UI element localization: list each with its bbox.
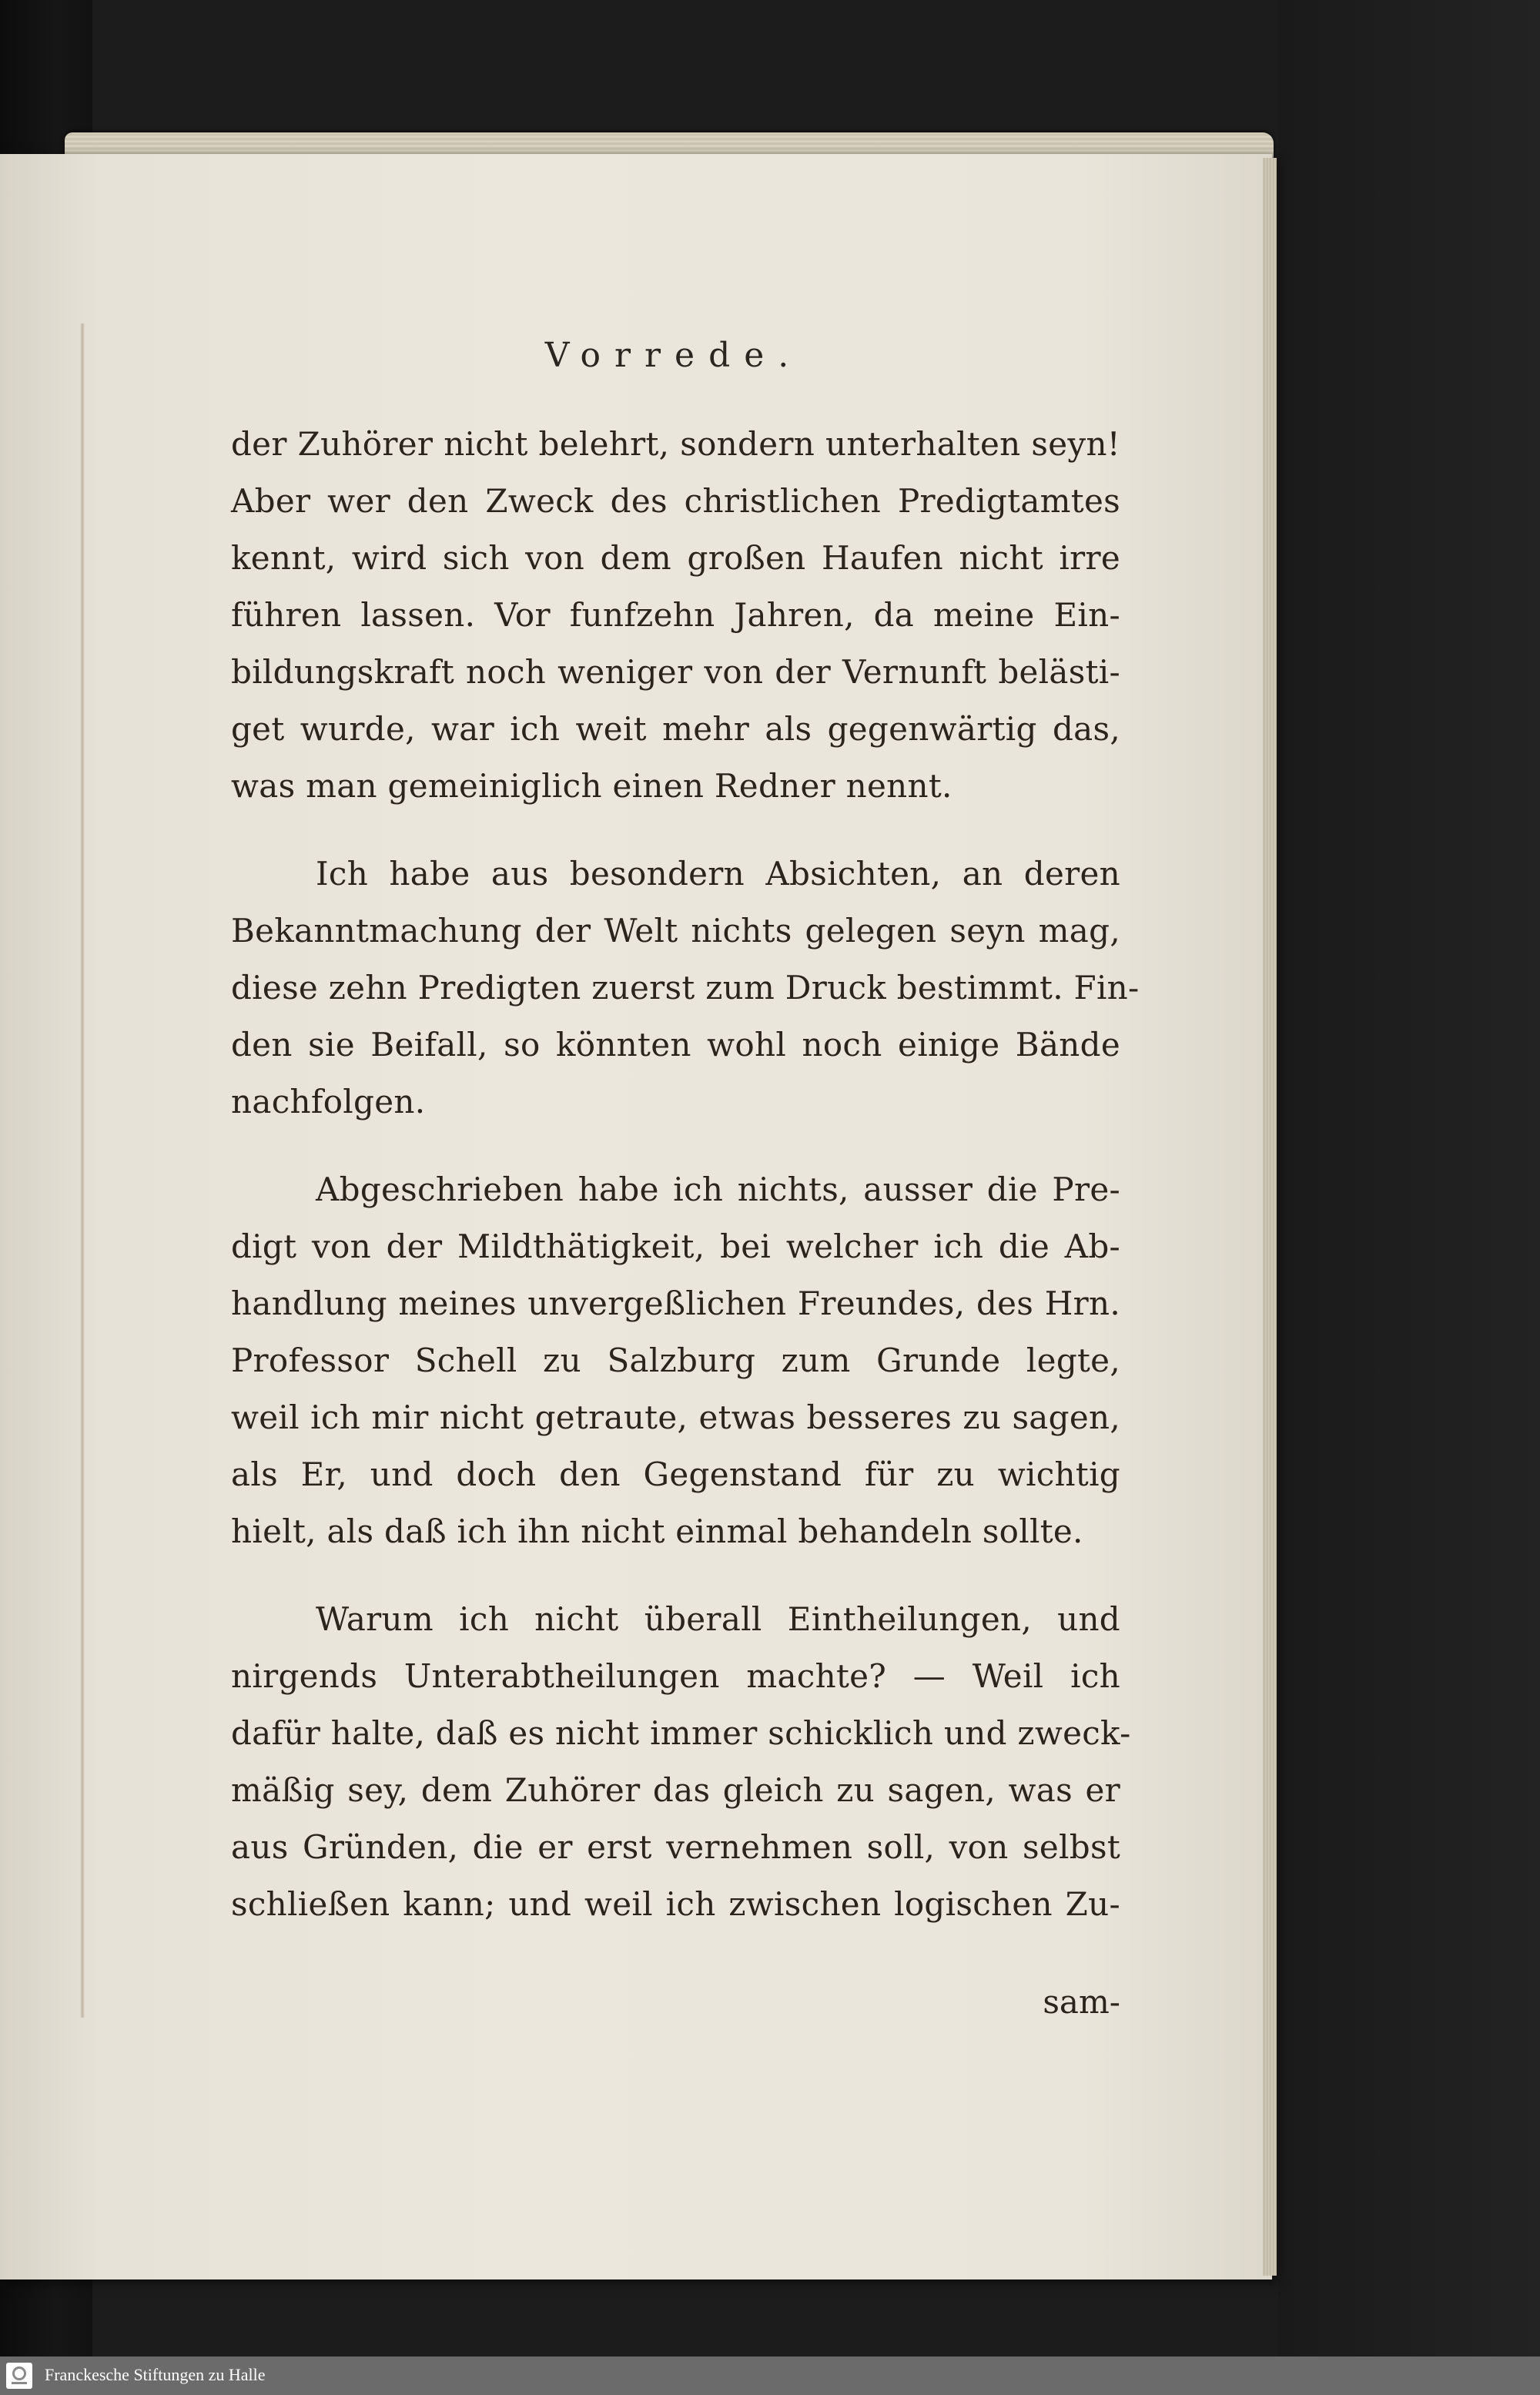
- text-line: dafür halte, daß es nicht immer schicklich und zweck-: [231, 1714, 1131, 1752]
- text-line: hielt, als daß ich ihn nicht einmal behandeln sollte.: [231, 1512, 1083, 1550]
- catchword: sam-: [1043, 1983, 1120, 2021]
- text-line: get wurde, war ich weit mehr als gegenwärtig das,: [231, 710, 1120, 748]
- text-line: was man gemeiniglich einen Redner nennt.: [231, 767, 952, 805]
- text-line: Bekanntmachung der Welt nichts gelegen seyn mag,: [231, 912, 1120, 950]
- scan-backdrop-right: [1278, 0, 1540, 2356]
- body-text: [231, 416, 1140, 1964]
- text-line: als Er, und doch den Gegenstand für zu wichtig: [231, 1455, 1120, 1493]
- text-line: schließen kann; und weil ich zwischen logischen Zu-: [231, 1885, 1120, 1923]
- running-head: Vorrede.: [544, 336, 803, 375]
- text-line: aus Gründen, die er erst vernehmen soll, von selbst: [231, 1828, 1120, 1866]
- page-edge: [1263, 158, 1277, 2276]
- text-line: weil ich mir nicht getraute, etwas besseres zu sagen,: [231, 1398, 1120, 1436]
- institution-logo-icon: [6, 2363, 32, 2389]
- text-line: Abgeschrieben habe ich nichts, ausser die Pre-: [316, 1171, 1120, 1208]
- text-line: diese zehn Predigten zuerst zum Druck bestimmt. Fin-: [231, 969, 1140, 1007]
- page-fold-line: [80, 323, 85, 2018]
- text-line: den sie Beifall, so könnten wohl noch einige Bände: [231, 1026, 1120, 1064]
- text-line: der Zuhörer nicht belehrt, sondern unterhalten seyn!: [231, 425, 1120, 463]
- paragraph-1: [231, 416, 1120, 815]
- text-line: mäßig sey, dem Zuhörer das gleich zu sagen, was er: [231, 1771, 1120, 1809]
- text-line: führen lassen. Vor funfzehn Jahren, da meine Ein-: [231, 596, 1120, 634]
- text-line: nirgends Unterabtheilungen machte? — Weil ich: [231, 1657, 1120, 1695]
- text-line: Professor Schell zu Salzburg zum Grunde legte,: [231, 1342, 1120, 1379]
- text-line: Aber wer den Zweck des christlichen Predigtamtes: [231, 482, 1120, 520]
- text-line: kennt, wird sich von dem großen Haufen nicht irre: [231, 539, 1120, 577]
- text-line: Warum ich nicht überall Eintheilungen, und: [316, 1600, 1120, 1638]
- text-line: digt von der Mildthätigkeit, bei welcher ich die Ab-: [231, 1228, 1120, 1265]
- paragraph-4: [231, 1591, 1131, 1933]
- paragraph-3: [231, 1161, 1120, 1560]
- paragraph-2: [231, 846, 1140, 1131]
- text-line: handlung meines unvergeßlichen Freundes, des Hrn.: [231, 1285, 1120, 1322]
- text-line: nachfolgen.: [231, 1083, 426, 1120]
- footer-credit: Franckesche Stiftungen zu Halle: [45, 2365, 266, 2384]
- text-line: Ich habe aus besondern Absichten, an deren: [316, 855, 1120, 893]
- text-line: bildungskraft noch weniger von der Vernunft belästi-: [231, 653, 1120, 691]
